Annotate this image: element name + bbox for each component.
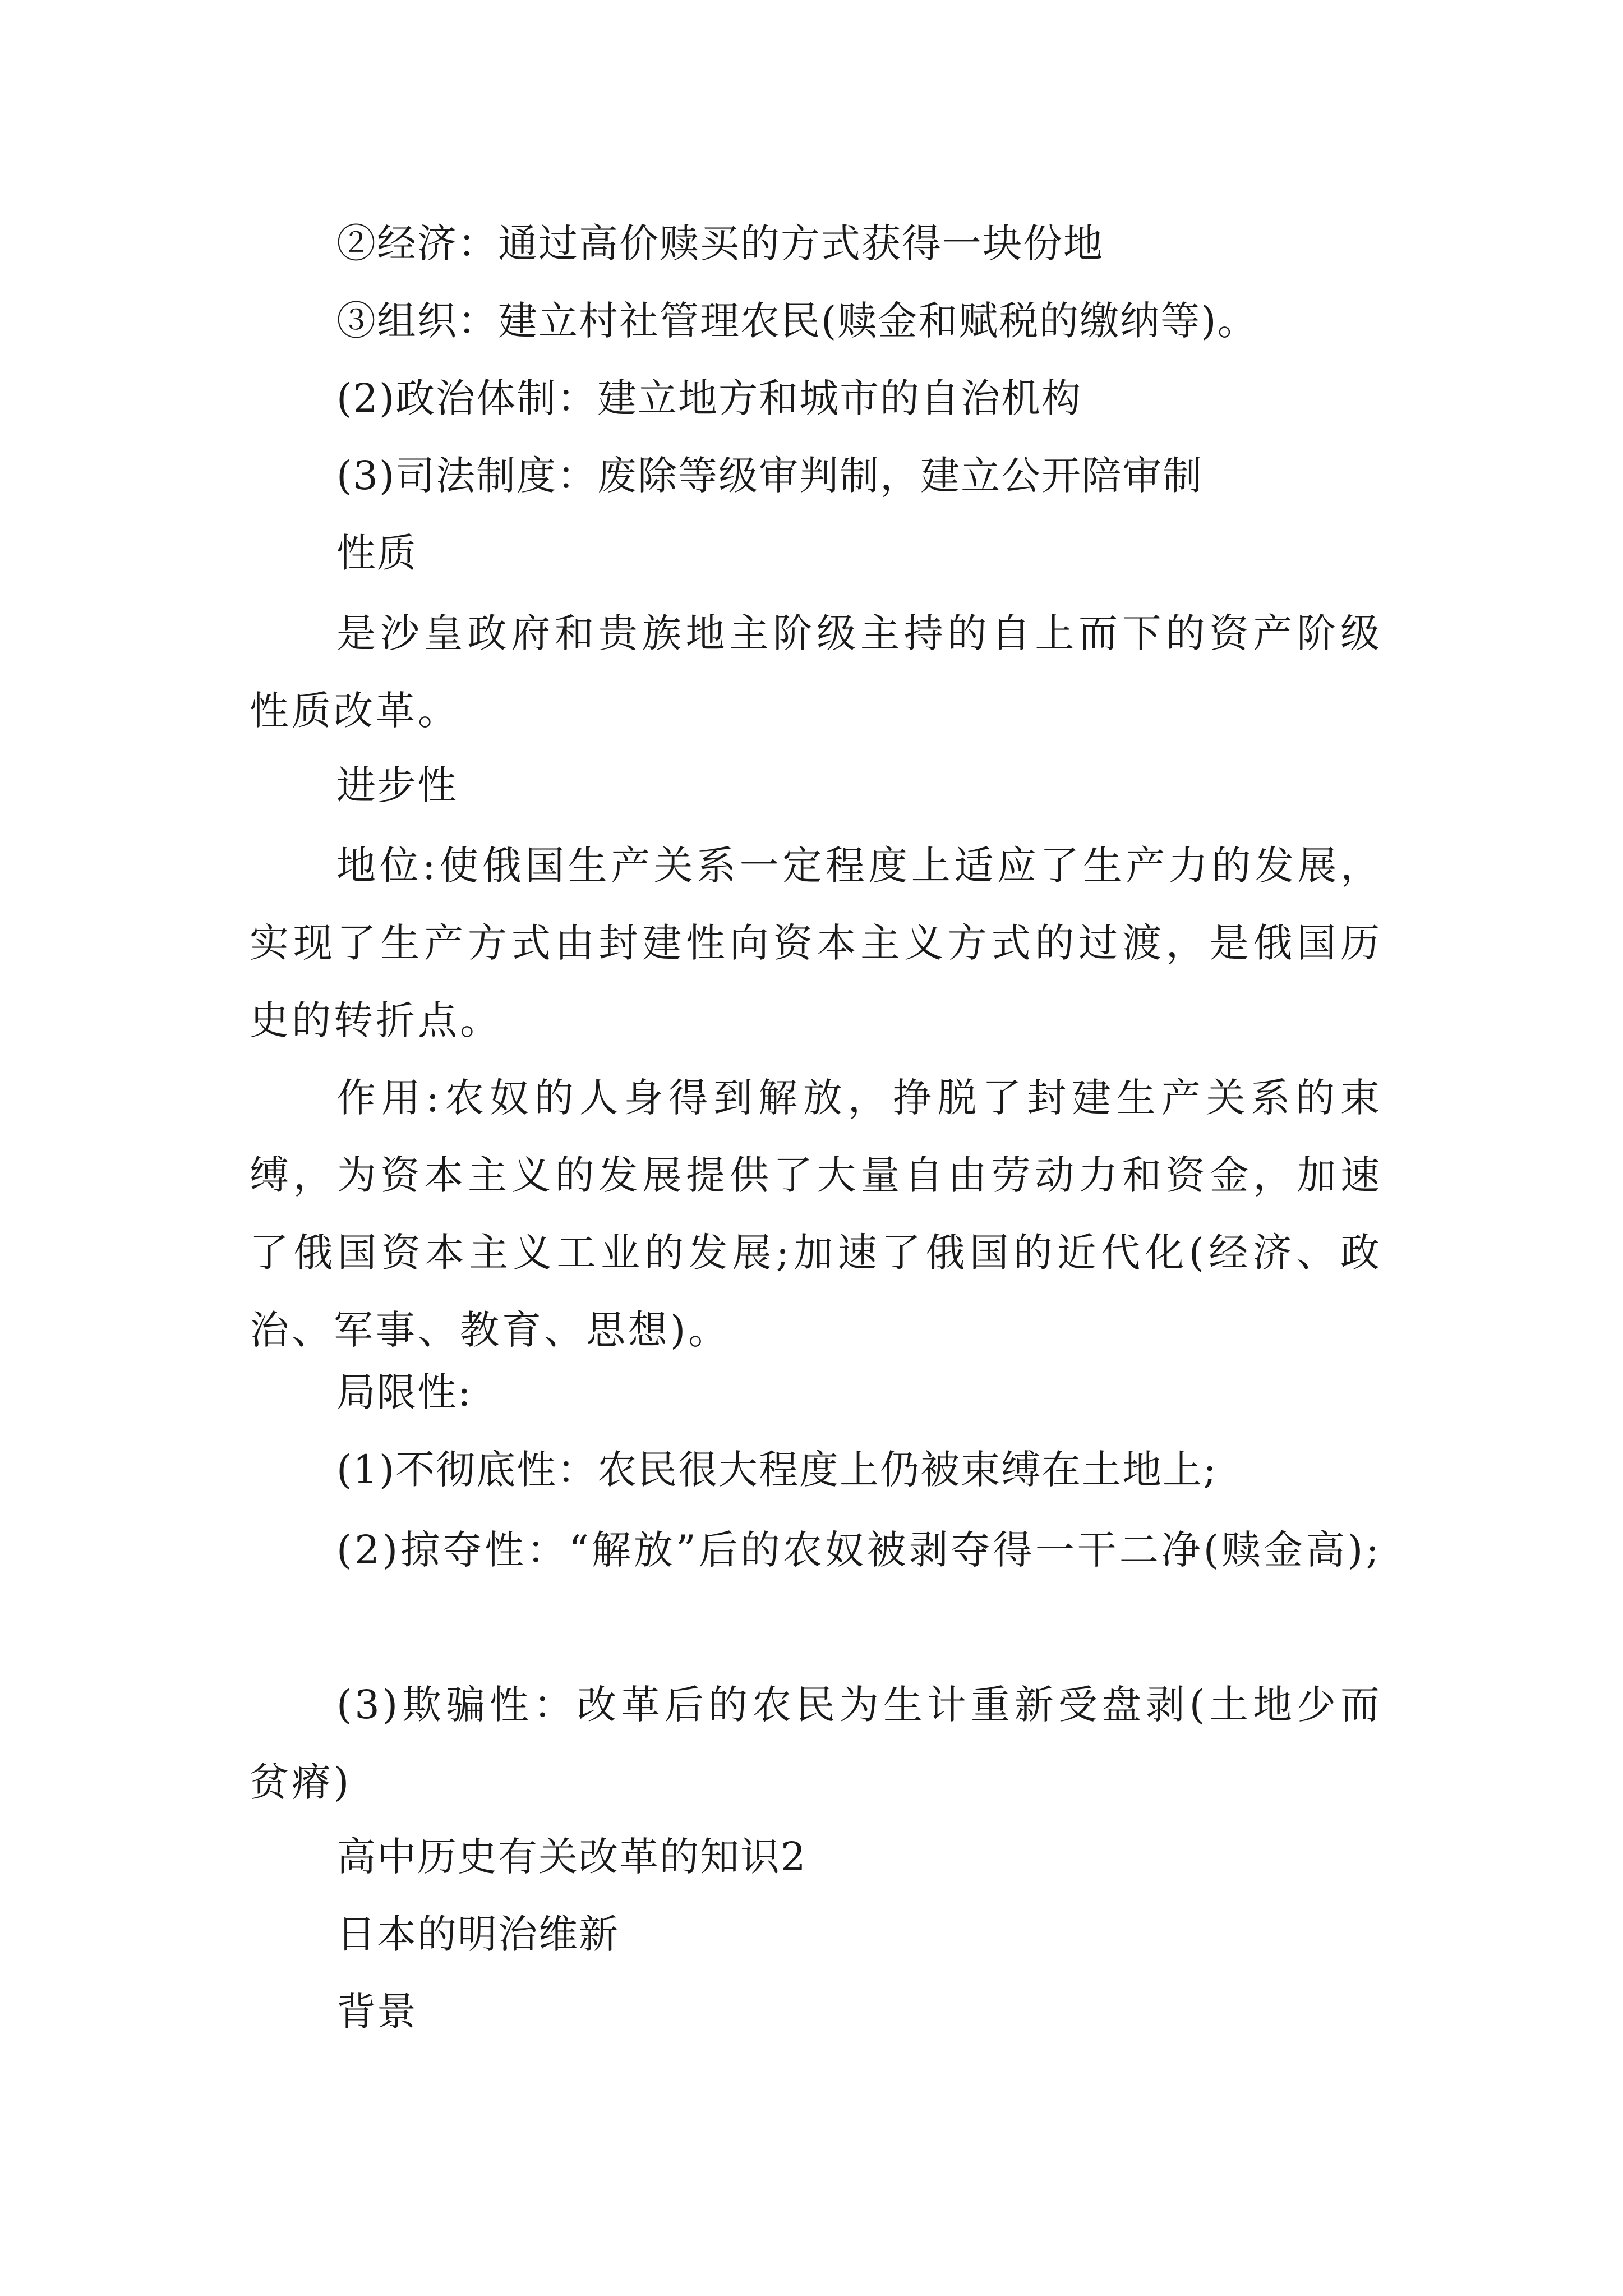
nature-paragraph: 是沙皇政府和贵族地主阶级主持的自上而下的资产阶级性质改革。 — [250, 610, 1382, 734]
subsection-title: 日本的明治维新 — [336, 1911, 619, 1957]
status-paragraph: 地位:使俄国生产关系一定程度上适应了生产力的发展，实现了生产方式由封建性向资本主义方式的过渡，是俄国历史的转折点。 — [250, 843, 1382, 1043]
organization-line: ③组织：建立村社管理农民(赎金和赋税的缴纳等)。 — [336, 298, 1258, 344]
economy-line: ②经济：通过高价赎买的方式获得一块份地 — [336, 220, 1104, 266]
limitation-item-3: (3)欺骗性：改革后的农民为生计重新受盘剥(土地少而贫瘠) — [250, 1682, 1382, 1805]
limitation-item-2: (2)掠夺性：“解放”后的农奴被剥夺得一干二净(赎金高); — [336, 1527, 1382, 1573]
political-system-line: (2)政治体制：建立地方和城市的自治机构 — [336, 375, 1082, 421]
progress-heading: 进步性 — [336, 762, 458, 808]
judicial-system-line: (3)司法制度：废除等级审判制，建立公开陪审制 — [336, 453, 1204, 499]
background-heading: 背景 — [336, 1989, 417, 2035]
nature-heading: 性质 — [336, 530, 417, 576]
section-title: 高中历史有关改革的知识2 — [336, 1834, 807, 1880]
limitation-heading: 局限性: — [336, 1369, 472, 1415]
limitation-item-1: (1)不彻底性：农民很大程度上仍被束缚在土地上; — [336, 1447, 1218, 1493]
effect-paragraph: 作用:农奴的人身得到解放，挣脱了封建生产关系的束缚，为资本主义的发展提供了大量自由劳动力和资金，加速了俄国资本主义工业的发展;加速了俄国的近代化(经济、政治、军事、教育、思想)。 — [250, 1075, 1382, 1353]
